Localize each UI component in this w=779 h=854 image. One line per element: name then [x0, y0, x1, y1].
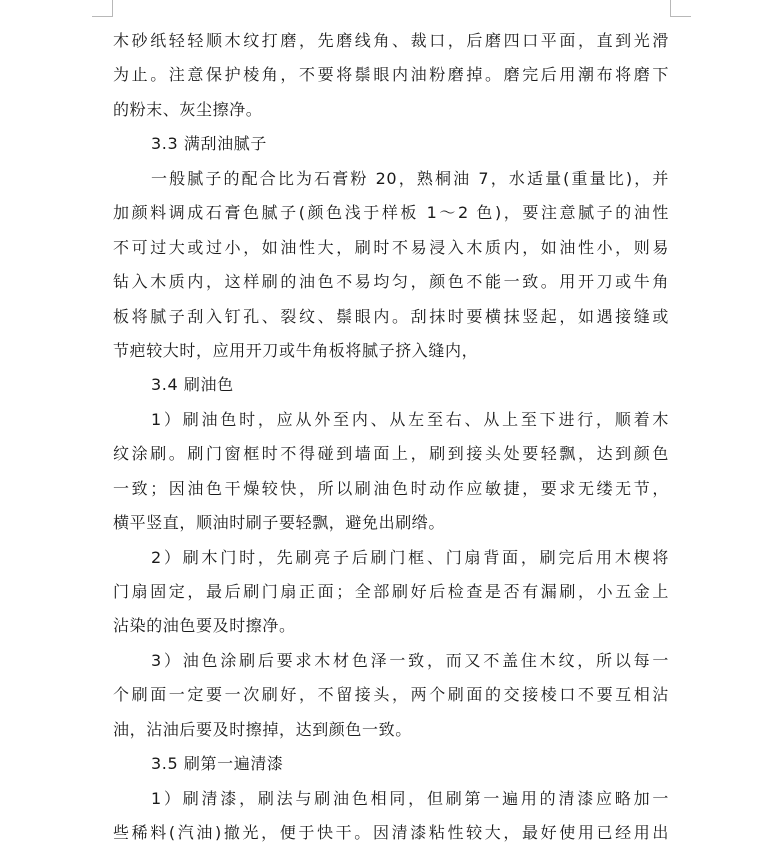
text-line: 为止。注意保护棱角，不要将鬃眼内油粉磨掉。磨完后用潮布将磨下 [113, 65, 669, 85]
text-line: 些稀料(汽油)撤光，便于快干。因清漆粘性较大，最好使用已经用出 [113, 823, 669, 843]
section-heading: 3.3 满刮油腻子 [151, 134, 267, 154]
text-line: 1）刷清漆，刷法与刷油色相同，但刷第一遍用的清漆应略加一 [151, 788, 669, 808]
text-line: 不可过大或过小，如油性大，刷时不易浸入木质内，如油性小，则易 [113, 237, 669, 257]
text-line: 纹涂刷。刷门窗框时不得碰到墙面上，刷到接头处要轻飘，达到颜色 [113, 444, 669, 464]
text-line: 钻入木质内，这样刷的油色不易均匀，颜色不能一致。用开刀或牛角 [113, 272, 669, 292]
text-line: 2）刷木门时，先刷亮子后刷门框、门扇背面，刷完后用木楔将 [151, 547, 669, 567]
margin-corner-mark-right [670, 0, 691, 17]
text-line: 1）刷油色时，应从外至内、从左至右、从上至下进行，顺着木 [151, 409, 669, 429]
text-line: 油，沾油后要及时擦掉，达到颜色一致。 [113, 719, 412, 739]
text-line: 一般腻子的配合比为石膏粉 20，熟桐油 7，水适量(重量比)，并 [151, 168, 669, 188]
document-body[interactable] [113, 24, 669, 851]
text-line: 沾染的油色要及时擦净。 [113, 616, 296, 636]
text-line: 加颜料调成石膏色腻子(颜色浅于样板 1～2 色)，要注意腻子的油性 [113, 203, 669, 223]
text-line: 木砂纸轻轻顺木纹打磨，先磨线角、裁口，后磨四口平面，直到光滑 [113, 31, 669, 50]
text-line: 3）油色涂刷后要求木材色泽一致，而又不盖住木纹，所以每一 [151, 650, 669, 670]
text-line: 的粉末、灰尘擦净。 [113, 99, 263, 119]
text-line: 个刷面一定要一次刷好，不留接头，两个刷面的交接棱口不要互相沾 [113, 685, 669, 705]
section-heading: 3.5 刷第一遍清漆 [151, 754, 284, 774]
text-line: 一致；因油色干燥较快，所以刷油色时动作应敏捷，要求无缕无节， [113, 478, 669, 498]
text-line: 门扇固定，最后刷门扇正面；全部刷好后检查是否有漏刷，小五金上 [113, 582, 669, 601]
text-line: 节疤较大时，应用开刀或牛角板将腻子挤入缝内， [113, 340, 479, 360]
text-line: 板将腻子刮入钉孔、裂纹、鬃眼内。刮抹时要横抹竖起，如遇接缝或 [113, 306, 669, 326]
margin-corner-mark-left [92, 0, 113, 17]
text-line: 横平竖直，顺油时刷子要轻飘，避免出刷绺。 [113, 513, 446, 533]
section-heading: 3.4 刷油色 [151, 375, 234, 395]
